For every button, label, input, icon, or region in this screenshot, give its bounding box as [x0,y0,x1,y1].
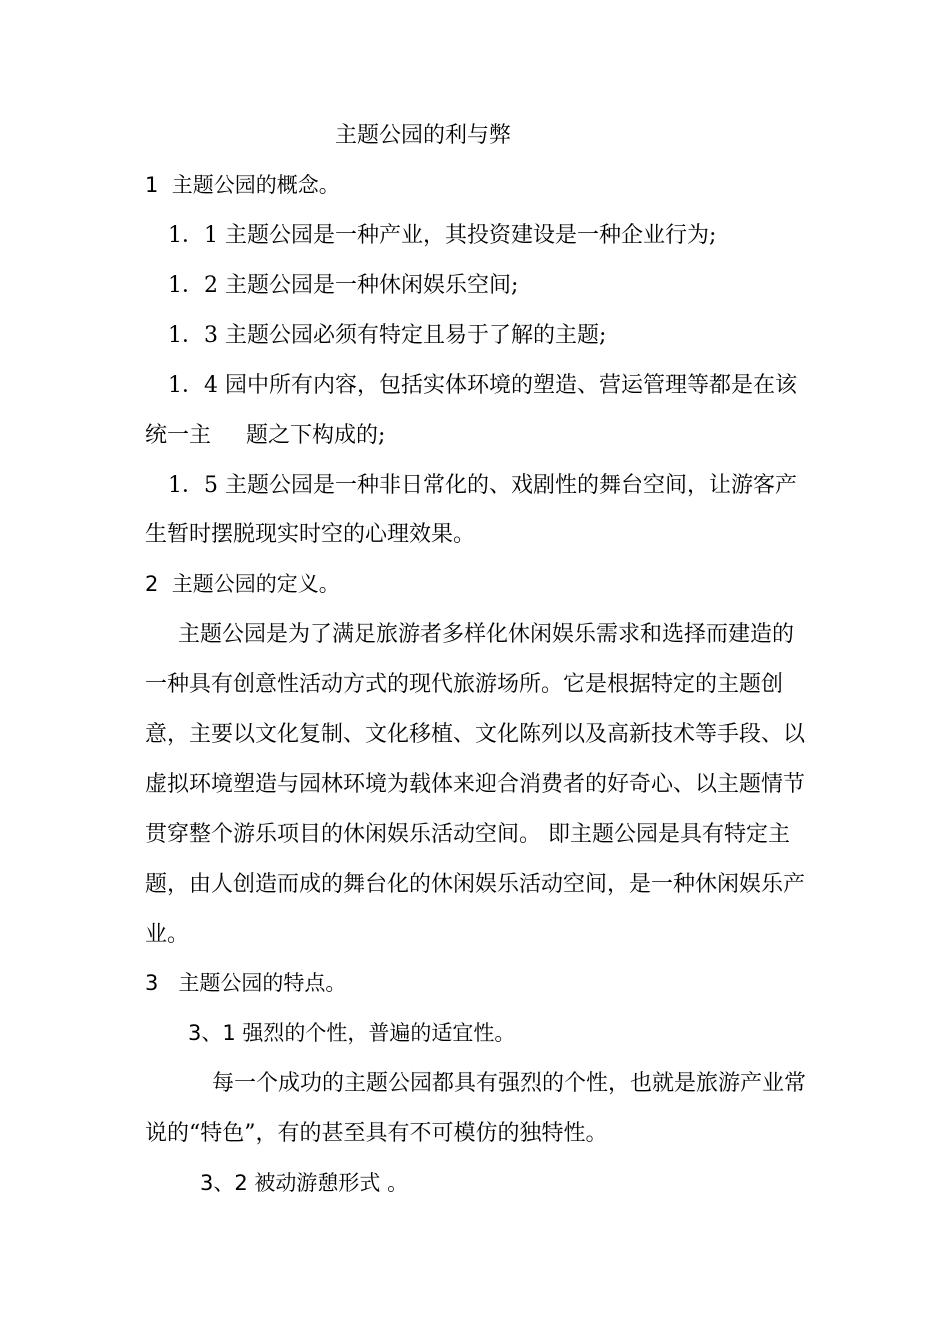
section-1-item-5-line-1: 1．5 主题公园是一种非日常化的、戏剧性的舞台空间，让游客产 [168,473,797,498]
section-2-paragraph-line-5: 贯穿整个游乐项目的休闲娱乐活动空间。 即主题公园是具有特定主 [145,822,790,847]
section-3-subheading-1: 3、1 强烈的个性，普遍的适宜性。 [188,1021,516,1045]
section-1-item-4-line-2: 统一主 题之下构成的; [145,423,386,448]
section-2-paragraph-line-1: 主题公园是为了满足旅游者多样化休闲娱乐需求和选择而建造的 [178,622,795,647]
document-title: 主题公园的利与弊 [335,123,512,148]
section-3-heading: 3 主题公园的特点。 [145,971,347,995]
section-1-heading: 1 主题公园的概念。 [145,173,340,197]
section-3-subheading-2: 3、2 被动游憩形式 。 [200,1171,409,1195]
section-1-item-5-line-2: 生暂时摆脱现实时空的心理效果。 [145,522,476,547]
section-2-paragraph-line-4: 虚拟环境塑造与园林环境为载体来迎合消费者的好奇心、以主题情节 [145,772,806,797]
section-3-paragraph-line-1: 每一个成功的主题公园都具有强烈的个性，也就是旅游产业常 [212,1071,807,1096]
section-2-paragraph-line-3: 意，主要以文化复制、文化移植、文化陈列以及高新技术等手段、以 [145,722,806,747]
section-2-paragraph-line-2: 一种具有创意性活动方式的现代旅游场所。它是根据特定的主题创 [145,672,784,697]
section-1-item-3: 1．3 主题公园必须有特定且易于了解的主题; [168,323,607,348]
section-2-paragraph-line-6: 题，由人创造而成的舞台化的休闲娱乐活动空间，是一种休闲娱乐产 [145,872,806,897]
section-1-item-4-line-1: 1．4 园中所有内容，包括实体环境的塑造、营运管理等都是在该 [168,373,797,398]
section-1-item-2: 1．2 主题公园是一种休闲娱乐空间; [168,273,519,298]
section-2-heading: 2 主题公园的定义。 [145,572,340,596]
section-1-item-1: 1．1 主题公园是一种产业，其投资建设是一种企业行为; [168,223,717,248]
section-3-paragraph-line-2: 说的“特色”，有的甚至具有不可模仿的独特性。 [145,1121,608,1146]
section-2-paragraph-line-7: 业。 [145,922,190,947]
